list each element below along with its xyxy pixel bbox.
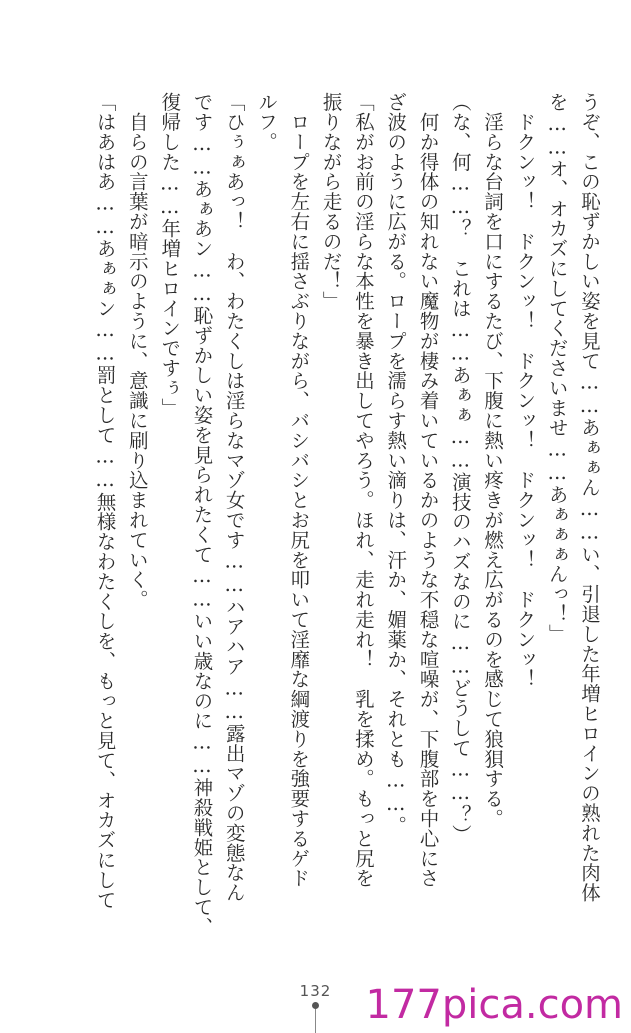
text-line: ざ波のように広がる。ロープを濡らす熱い滴りは、汗か、媚薬か、それとも……。 — [384, 92, 408, 836]
text-line: 何か得体の知れない魔物が棲み着いているかのような不穏な喧噪が、下腹部を中心にさ — [416, 92, 440, 888]
text-line: です……あぁあン……恥ずかしい姿を見られたくて……いい歳なのに……神殺戦姫として、 — [190, 92, 214, 937]
text-line: 「はあはあ……あぁぁン……罰として……無様なわたくしを、もっと見て、オカズにして — [93, 92, 117, 910]
text-line: うぞ、この恥ずかしい姿を見て……あぁぁん……い、引退した年増ヒロインの熟れた肉体 — [578, 92, 601, 903]
page-marker-line — [315, 1009, 316, 1033]
text-line: （な、何……？ これは……あぁぁ……演技のハズなのに……どうして……？） — [448, 92, 472, 845]
text-line: 淫らな台詞を口にするたび、下腹に熱い疼きが燃え広がるのを感じて狼狽する。 — [481, 92, 505, 829]
page-number: 132 — [299, 982, 332, 1000]
text-line: 振りながら走るのだ！」 — [319, 92, 343, 311]
text-line: ルフ。 — [255, 92, 279, 152]
text-line: 「私がお前の淫らな本性を暴き出してやろう。ほれ、走れ走れ！ 乳を揉め。もっと尻を — [351, 92, 375, 888]
text-line: 復帰した……年増ヒロインですぅ」 — [158, 92, 182, 418]
vertical-text-block — [88, 92, 605, 944]
text-line: 自らの言葉が暗示のように、意識に刷り込まれていく。 — [125, 92, 149, 610]
text-line: を……オ、オカズにしてくださいませ……あぁぁぁんっ！」 — [545, 92, 569, 644]
page-marker-dot — [312, 1002, 319, 1009]
watermark: 177pica.com — [365, 982, 623, 1028]
text-line: 「ひぅぁあっ！ わ、わたくしは淫らなマゾ女です……ハアハア……露出マゾの変態なん — [222, 92, 246, 903]
text-line: ロープを左右に揺さぶりながら、バシバシとお尻を叩いて淫靡な綱渡りを強要するゲド — [287, 92, 311, 888]
text-line: ドクンッ！ ドクンッ！ ドクンッ！ ドクンッ！ ドクンッ！ — [513, 92, 537, 689]
